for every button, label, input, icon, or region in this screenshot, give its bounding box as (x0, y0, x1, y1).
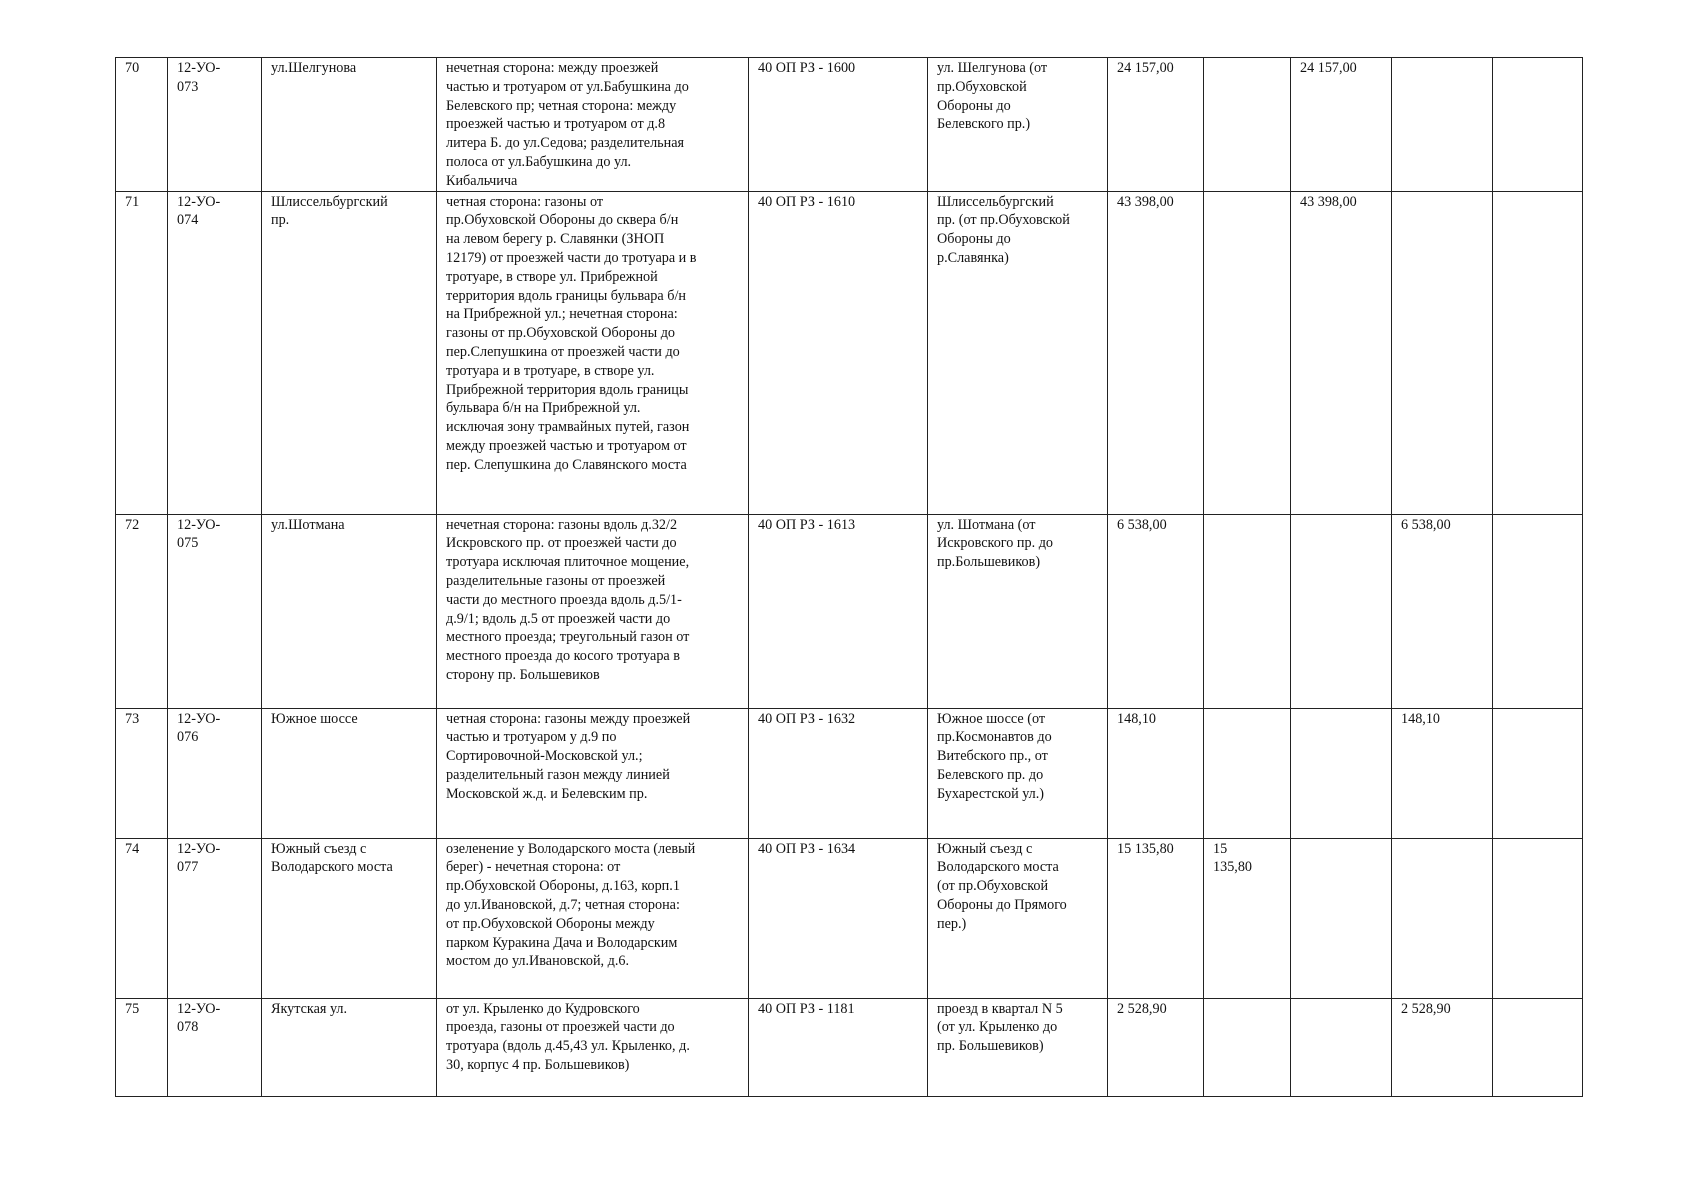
row-number: 75 (116, 998, 168, 1096)
area-col-7 (1204, 514, 1291, 708)
road-name: ул. Шелгунова (от пр.Обуховской Обороны до Белевского пр.) (928, 58, 1108, 192)
area-col-10 (1493, 708, 1583, 838)
road-name: Южный съезд с Володарского моста (от пр.Обуховской Обороны до Прямого пер.) (928, 838, 1108, 998)
area-col-9 (1392, 58, 1493, 192)
object-code: 12-УО- 076 (168, 708, 262, 838)
row-number: 74 (116, 838, 168, 998)
area-col-9 (1392, 838, 1493, 998)
area-description: четная сторона: газоны от пр.Обуховской Обороны до сквера б/н на левом берегу р. Славянки (ЗНОП 12179) от проезжей части до тротуара и в тротуаре, в створе ул. Прибрежной территория вдоль границы бульвара б/н на Прибрежной ул.; нечетная сторона: газоны от пр.Обуховской Обороны до пер.Слепушкина от проезжей части до тротуара и в тротуаре, в створе ул. Прибрежной территория вдоль границы бульвара б/н на Прибрежной ул. исключая зону трамвайных путей, газон между проезжей частью и тротуаром от пер. Слепушкина до Славянского моста (437, 191, 749, 514)
road-name: Шлиссельбургский пр. (от пр.Обуховской Обороны до р.Славянка) (928, 191, 1108, 514)
table-row (116, 998, 1583, 1096)
road-id: 40 ОП РЗ - 1634 (749, 838, 928, 998)
area-col-10 (1493, 998, 1583, 1096)
area-col-8 (1291, 514, 1392, 708)
street-name: Шлиссельбургский пр. (262, 191, 437, 514)
total-area: 6 538,00 (1108, 514, 1204, 708)
total-area: 148,10 (1108, 708, 1204, 838)
street-name: ул.Шотмана (262, 514, 437, 708)
area-description: четная сторона: газоны между проезжей частью и тротуаром у д.9 по Сортировочной-Московской ул.; разделительный газон между линией Московской ж.д. и Белевским пр. (437, 708, 749, 838)
road-name: проезд в квартал N 5 (от ул. Крыленко до пр. Большевиков) (928, 998, 1108, 1096)
green-zones-table (115, 57, 1583, 1097)
area-description: от ул. Крыленко до Кудровского проезда, газоны от проезжей части до тротуара (вдоль д.45,43 ул. Крыленко, д. 30, корпус 4 пр. Большевиков) (437, 998, 749, 1096)
street-name: Якутская ул. (262, 998, 437, 1096)
object-code: 12-УО- 075 (168, 514, 262, 708)
row-number: 70 (116, 58, 168, 192)
area-col-9: 2 528,90 (1392, 998, 1493, 1096)
area-col-10 (1493, 58, 1583, 192)
table-row (116, 514, 1583, 708)
road-name: ул. Шотмана (от Искровского пр. до пр.Большевиков) (928, 514, 1108, 708)
area-col-7 (1204, 191, 1291, 514)
area-description: нечетная сторона: между проезжей частью и тротуаром от ул.Бабушкина до Белевского пр; четная сторона: между проезжей частью и тротуаром от д.8 литера Б. до ул.Седова; разделительная полоса от ул.Бабушкина до ул. Кибальчича (437, 58, 749, 192)
area-col-7: 15 135,80 (1204, 838, 1291, 998)
row-number: 72 (116, 514, 168, 708)
area-description: нечетная сторона: газоны вдоль д.32/2 Искровского пр. от проезжей части до тротуара исключая плиточное мощение, разделительные газоны от проезжей части до местного проезда вдоль д.5/1- д.9/1; вдоль д.5 от проезжей части до местного проезда; треугольный газон от местного проезда до косого тротуара в сторону пр. Большевиков (437, 514, 749, 708)
table-row (116, 191, 1583, 514)
area-col-9: 148,10 (1392, 708, 1493, 838)
road-id: 40 ОП РЗ - 1181 (749, 998, 928, 1096)
area-col-8 (1291, 708, 1392, 838)
area-col-8: 24 157,00 (1291, 58, 1392, 192)
area-description: озеленение у Володарского моста (левый берег) - нечетная сторона: от пр.Обуховской Обороны, д.163, корп.1 до ул.Ивановской, д.7; четная сторона: от пр.Обуховской Обороны между парком Куракина Дача и Володарским мостом до ул.Ивановской, д.6. (437, 838, 749, 998)
total-area: 15 135,80 (1108, 838, 1204, 998)
area-col-8 (1291, 998, 1392, 1096)
object-code: 12-УО- 073 (168, 58, 262, 192)
road-id: 40 ОП РЗ - 1613 (749, 514, 928, 708)
object-code: 12-УО- 078 (168, 998, 262, 1096)
object-code: 12-УО- 074 (168, 191, 262, 514)
area-col-7 (1204, 708, 1291, 838)
table-row (116, 708, 1583, 838)
road-id: 40 ОП РЗ - 1610 (749, 191, 928, 514)
road-id: 40 ОП РЗ - 1600 (749, 58, 928, 192)
area-col-7 (1204, 58, 1291, 192)
area-col-8: 43 398,00 (1291, 191, 1392, 514)
object-code: 12-УО- 077 (168, 838, 262, 998)
total-area: 43 398,00 (1108, 191, 1204, 514)
table-row (116, 58, 1583, 192)
total-area: 2 528,90 (1108, 998, 1204, 1096)
street-name: ул.Шелгунова (262, 58, 437, 192)
road-id: 40 ОП РЗ - 1632 (749, 708, 928, 838)
total-area: 24 157,00 (1108, 58, 1204, 192)
table-row (116, 838, 1583, 998)
road-name: Южное шоссе (от пр.Космонавтов до Витебского пр., от Белевского пр. до Бухарестской ул.) (928, 708, 1108, 838)
row-number: 71 (116, 191, 168, 514)
street-name: Южное шоссе (262, 708, 437, 838)
area-col-8 (1291, 838, 1392, 998)
area-col-7 (1204, 998, 1291, 1096)
street-name: Южный съезд с Володарского моста (262, 838, 437, 998)
row-number: 73 (116, 708, 168, 838)
area-col-9: 6 538,00 (1392, 514, 1493, 708)
area-col-10 (1493, 838, 1583, 998)
area-col-10 (1493, 514, 1583, 708)
area-col-10 (1493, 191, 1583, 514)
area-col-9 (1392, 191, 1493, 514)
